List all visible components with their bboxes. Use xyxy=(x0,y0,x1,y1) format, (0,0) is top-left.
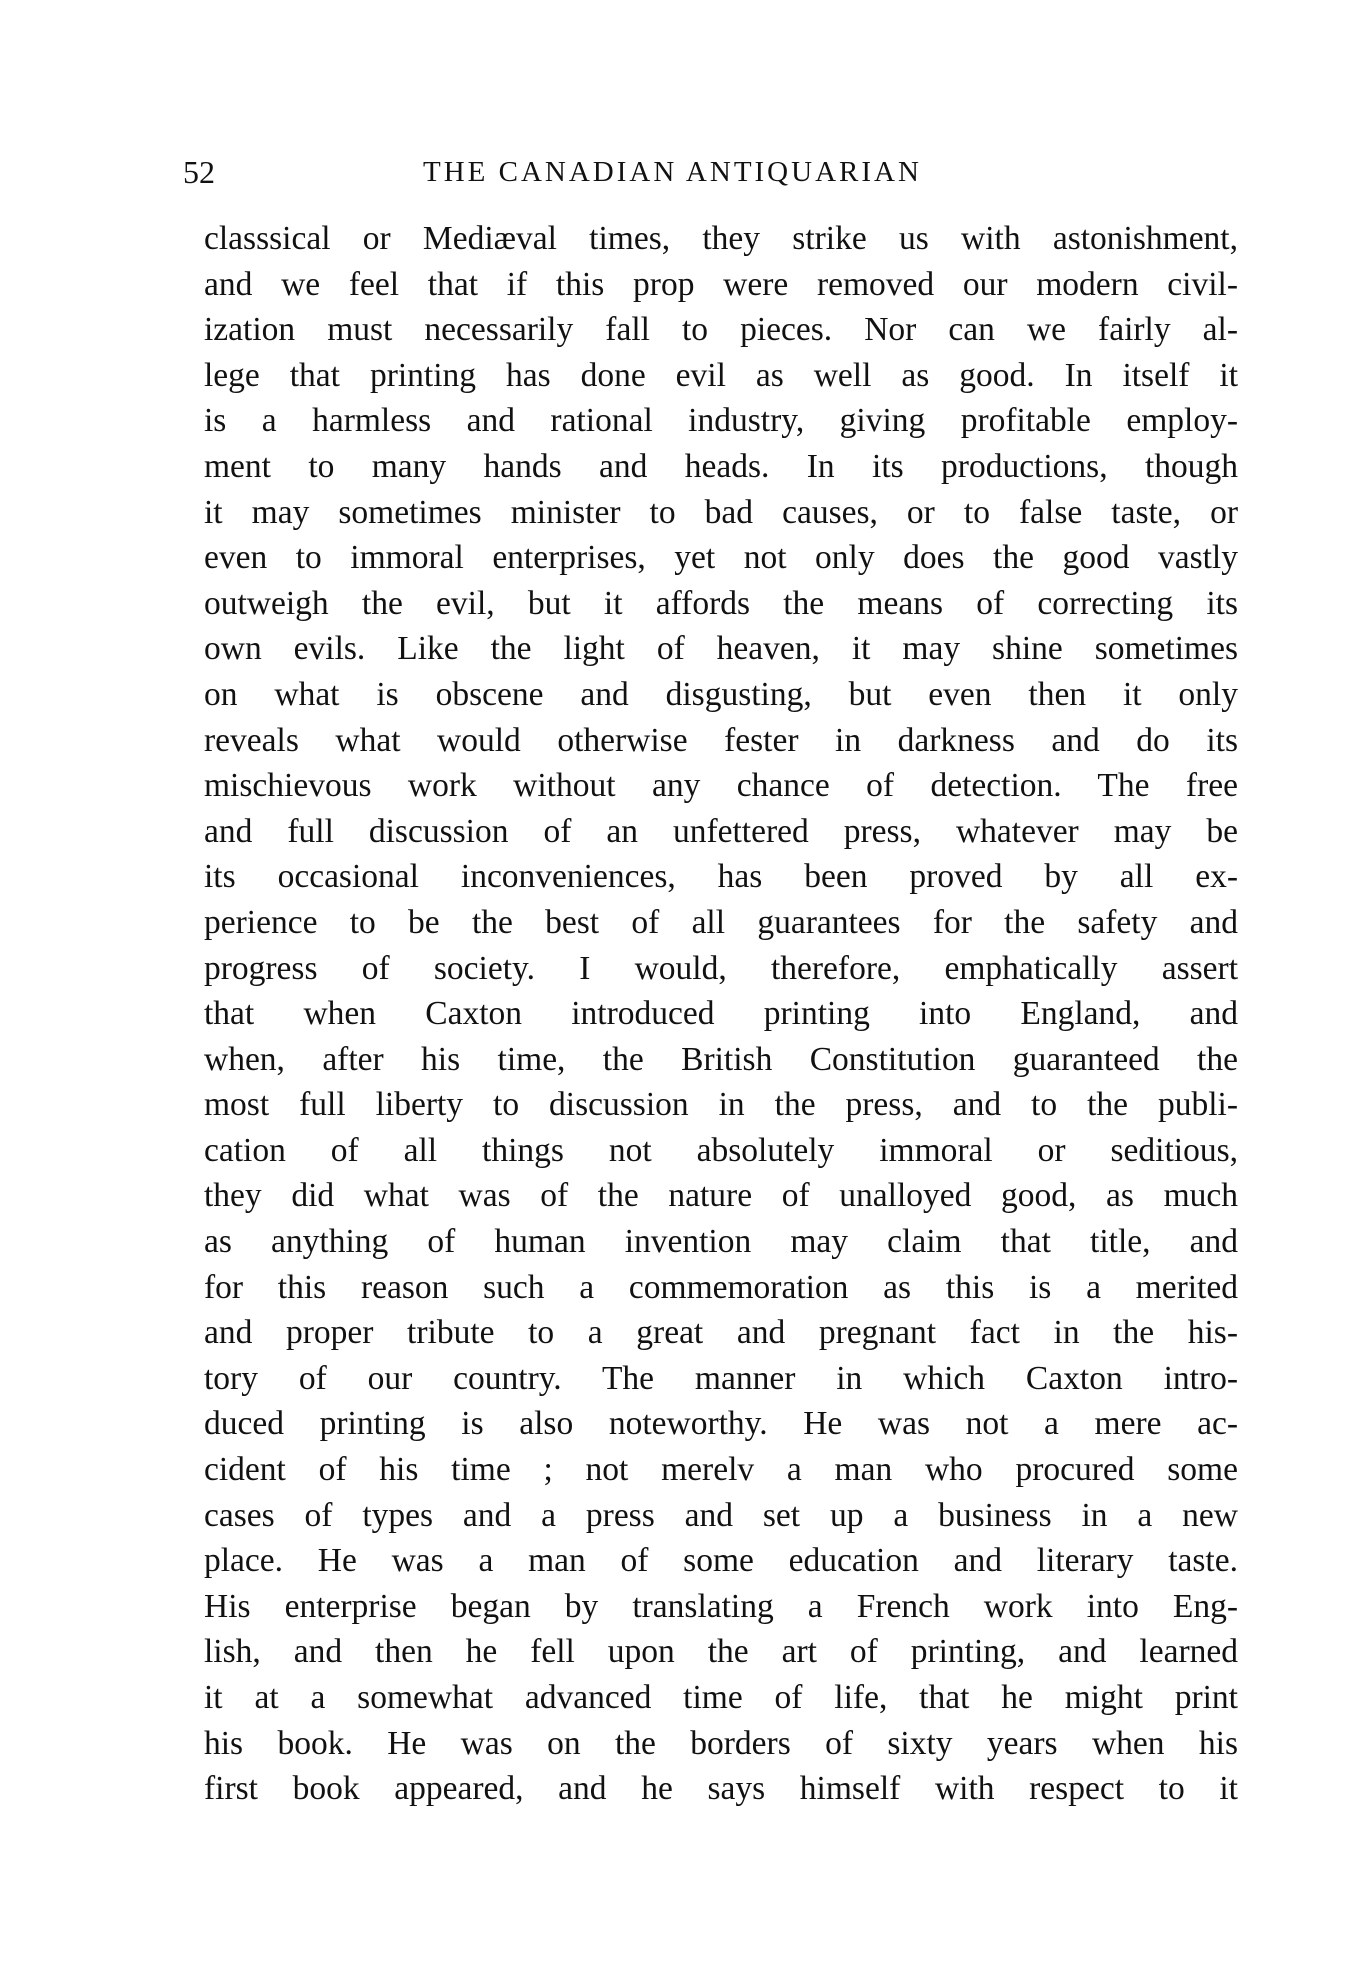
text-line: cident of his time ; not merelv a man who procured some xyxy=(204,1451,1238,1489)
text-line: place. He was a man of some education and literary taste. xyxy=(204,1542,1238,1580)
journal-title: THE CANADIAN ANTIQUARIAN xyxy=(423,156,922,188)
text-line: cases of types and a press and set up a business in a new xyxy=(204,1496,1238,1534)
text-line: and full discussion of an unfettered press, whatever may be xyxy=(204,812,1238,850)
text-line: that when Caxton introduced printing into England, and xyxy=(204,995,1238,1033)
text-line: and we feel that if this prop were removed our modern civil- xyxy=(204,265,1238,303)
text-line: it may sometimes minister to bad causes, or to false taste, or xyxy=(204,493,1238,531)
text-line: is a harmless and rational industry, giving profitable employ- xyxy=(204,402,1238,440)
text-line: lish, and then he fell upon the art of printing, and learned xyxy=(204,1633,1238,1671)
text-line: on what is obscene and disgusting, but even then it only xyxy=(204,675,1238,713)
running-head xyxy=(183,150,1243,194)
text-line: most full liberty to discussion in the press, and to the publi- xyxy=(204,1086,1238,1124)
text-line: its occasional inconveniences, has been proved by all ex- xyxy=(204,858,1238,896)
text-line: mischievous work without any chance of detection. The free xyxy=(204,767,1238,805)
text-line: first book appeared, and he says himself with respect to it xyxy=(204,1770,1238,1808)
text-line: as anything of human invention may claim that title, and xyxy=(204,1223,1238,1261)
text-line: perience to be the best of all guarantees for the safety and xyxy=(204,903,1238,941)
text-line: reveals what would otherwise fester in darkness and do its xyxy=(204,721,1238,759)
text-line: outweigh the evil, but it affords the means of correcting its xyxy=(204,584,1238,622)
body-text xyxy=(204,216,1238,1812)
text-line: when, after his time, the British Constitution guaranteed the xyxy=(204,1040,1238,1078)
page-number: 52 xyxy=(183,154,215,190)
text-line: even to immoral enterprises, yet not only does the good vastly xyxy=(204,539,1238,577)
text-line: ment to many hands and heads. In its productions, though xyxy=(204,447,1238,485)
text-line: and proper tribute to a great and pregnant fact in the his- xyxy=(204,1314,1238,1352)
text-line: His enterprise began by translating a French work into Eng- xyxy=(204,1587,1238,1625)
text-line: it at a somewhat advanced time of life, that he might print xyxy=(204,1679,1238,1716)
text-line: for this reason such a commemoration as this is a merited xyxy=(204,1268,1238,1306)
text-line: ization must necessarily fall to pieces. Nor can we fairly al- xyxy=(204,311,1238,349)
text-line: lege that printing has done evil as well as good. In itself it xyxy=(204,356,1238,394)
text-line: classsical or Mediæval times, they strike us with astonishment, xyxy=(204,220,1238,257)
text-line: duced printing is also noteworthy. He was not a mere ac- xyxy=(204,1405,1238,1443)
text-line: tory of our country. The manner in which Caxton intro- xyxy=(204,1359,1238,1397)
text-line: progress of society. I would, therefore, emphatically assert xyxy=(204,949,1238,987)
text-line: cation of all things not absolutely immoral or seditious, xyxy=(204,1131,1238,1169)
text-line: own evils. Like the light of heaven, it may shine sometimes xyxy=(204,630,1238,668)
text-line: they did what was of the nature of unalloyed good, as much xyxy=(204,1177,1238,1215)
text-line: his book. He was on the borders of sixty years when his xyxy=(204,1724,1238,1762)
